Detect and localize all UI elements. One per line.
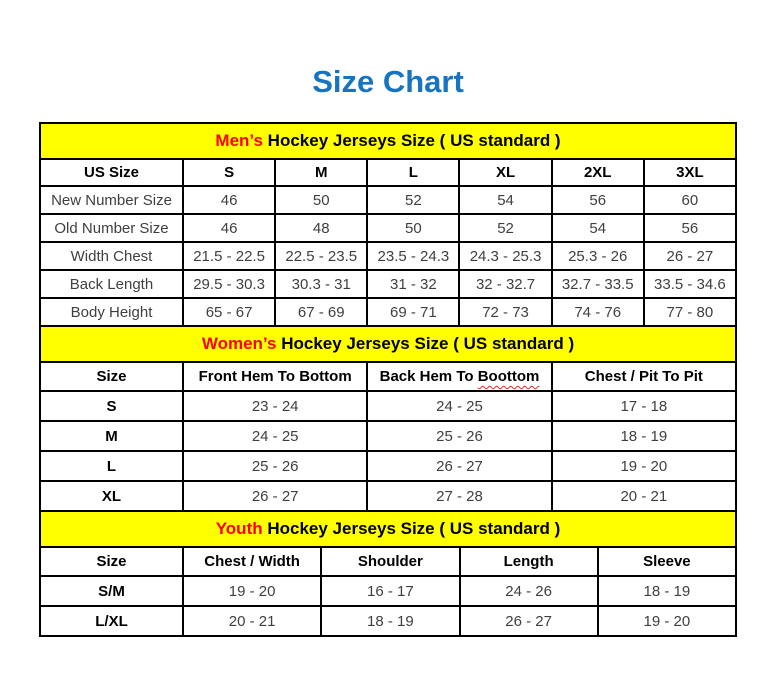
banner-text: Hockey Jerseys Size ( US standard ) [262,131,561,150]
size-value-cell: 52 [459,214,551,242]
table-row [40,606,736,636]
size-value-cell: 32 - 32.7 [459,270,551,298]
column-header: US Size [40,159,183,186]
column-header: Length [460,547,598,576]
size-chart-tables [39,122,737,637]
size-value-cell: 24 - 26 [460,576,598,606]
row-label: S/M [40,576,183,606]
column-header [367,362,551,391]
size-value-cell: 26 - 27 [460,606,598,636]
row-label: Width Chest [40,242,183,270]
size-value-cell: 19 - 20 [552,451,736,481]
size-value-cell: 23 - 24 [183,391,367,421]
size-value-cell: 25 - 26 [367,421,551,451]
size-value-cell: 18 - 19 [552,421,736,451]
size-value-cell: 24 - 25 [367,391,551,421]
size-value-cell: 26 - 27 [644,242,736,270]
size-value-cell: 52 [367,186,459,214]
row-label: S [40,391,183,421]
mens-banner [40,123,736,159]
row-label: Body Height [40,298,183,326]
table-row [40,421,736,451]
banner-highlight-text: Youth [215,519,263,538]
size-value-cell: 20 - 21 [552,481,736,511]
banner-text: Hockey Jerseys Size ( US standard ) [262,519,561,538]
size-value-cell: 46 [183,186,275,214]
youth-banner [40,511,736,547]
size-value-cell: 56 [644,214,736,242]
column-header: M [275,159,367,186]
misspelled-word: Boottom [477,368,540,385]
size-value-cell: 25.3 - 26 [552,242,644,270]
table-row [40,451,736,481]
table-row [40,391,736,421]
row-label: New Number Size [40,186,183,214]
column-header: Size [40,547,183,576]
column-header: 2XL [552,159,644,186]
size-value-cell: 26 - 27 [183,481,367,511]
size-value-cell: 18 - 19 [598,576,736,606]
size-value-cell: 24 - 25 [183,421,367,451]
size-value-cell: 29.5 - 30.3 [183,270,275,298]
banner-row [40,326,736,362]
size-value-cell: 67 - 69 [275,298,367,326]
table-row [40,214,736,242]
size-value-cell: 50 [275,186,367,214]
banner-highlight-text: Men’s [215,131,263,150]
header-row [40,362,736,391]
size-value-cell: 30.3 - 31 [275,270,367,298]
size-value-cell: 17 - 18 [552,391,736,421]
size-value-cell: 25 - 26 [183,451,367,481]
size-value-cell: 18 - 19 [321,606,459,636]
column-header: Chest / Width [183,547,321,576]
banner-row [40,123,736,159]
size-value-cell: 19 - 20 [183,576,321,606]
size-value-cell: 20 - 21 [183,606,321,636]
banner-highlight-text: Women’s [201,334,277,353]
column-header-text: Back Hem To [379,368,478,385]
size-value-cell: 50 [367,214,459,242]
column-header: 3XL [644,159,736,186]
size-value-cell: 77 - 80 [644,298,736,326]
size-value-cell: 72 - 73 [459,298,551,326]
column-header: Shoulder [321,547,459,576]
row-label: M [40,421,183,451]
size-value-cell: 74 - 76 [552,298,644,326]
size-value-cell: 32.7 - 33.5 [552,270,644,298]
womens-size-table [39,325,737,512]
column-header: Sleeve [598,547,736,576]
size-value-cell: 69 - 71 [367,298,459,326]
banner-text: Hockey Jerseys Size ( US standard ) [276,334,575,353]
size-value-cell: 60 [644,186,736,214]
size-value-cell: 21.5 - 22.5 [183,242,275,270]
column-header: L [367,159,459,186]
page-title: Size Chart [312,64,464,99]
size-value-cell: 16 - 17 [321,576,459,606]
row-label: L [40,451,183,481]
size-value-cell: 48 [275,214,367,242]
header-row [40,159,736,186]
column-header: Front Hem To Bottom [183,362,367,391]
column-header: Size [40,362,183,391]
row-label: XL [40,481,183,511]
size-value-cell: 31 - 32 [367,270,459,298]
row-label: L/XL [40,606,183,636]
size-value-cell: 56 [552,186,644,214]
table-row [40,186,736,214]
banner-row [40,511,736,547]
size-value-cell: 33.5 - 34.6 [644,270,736,298]
table-row [40,576,736,606]
size-value-cell: 26 - 27 [367,451,551,481]
youth-size-table [39,510,737,637]
column-header: S [183,159,275,186]
size-value-cell: 22.5 - 23.5 [275,242,367,270]
header-row [40,547,736,576]
table-row [40,242,736,270]
size-value-cell: 23.5 - 24.3 [367,242,459,270]
size-value-cell: 19 - 20 [598,606,736,636]
size-value-cell: 65 - 67 [183,298,275,326]
table-row [40,481,736,511]
column-header: XL [459,159,551,186]
row-label: Back Length [40,270,183,298]
size-value-cell: 24.3 - 25.3 [459,242,551,270]
row-label: Old Number Size [40,214,183,242]
size-value-cell: 54 [459,186,551,214]
size-value-cell: 54 [552,214,644,242]
womens-banner [40,326,736,362]
size-value-cell: 27 - 28 [367,481,551,511]
table-row [40,270,736,298]
column-header: Chest / Pit To Pit [552,362,736,391]
size-value-cell: 46 [183,214,275,242]
table-row [40,298,736,326]
mens-size-table [39,122,737,327]
